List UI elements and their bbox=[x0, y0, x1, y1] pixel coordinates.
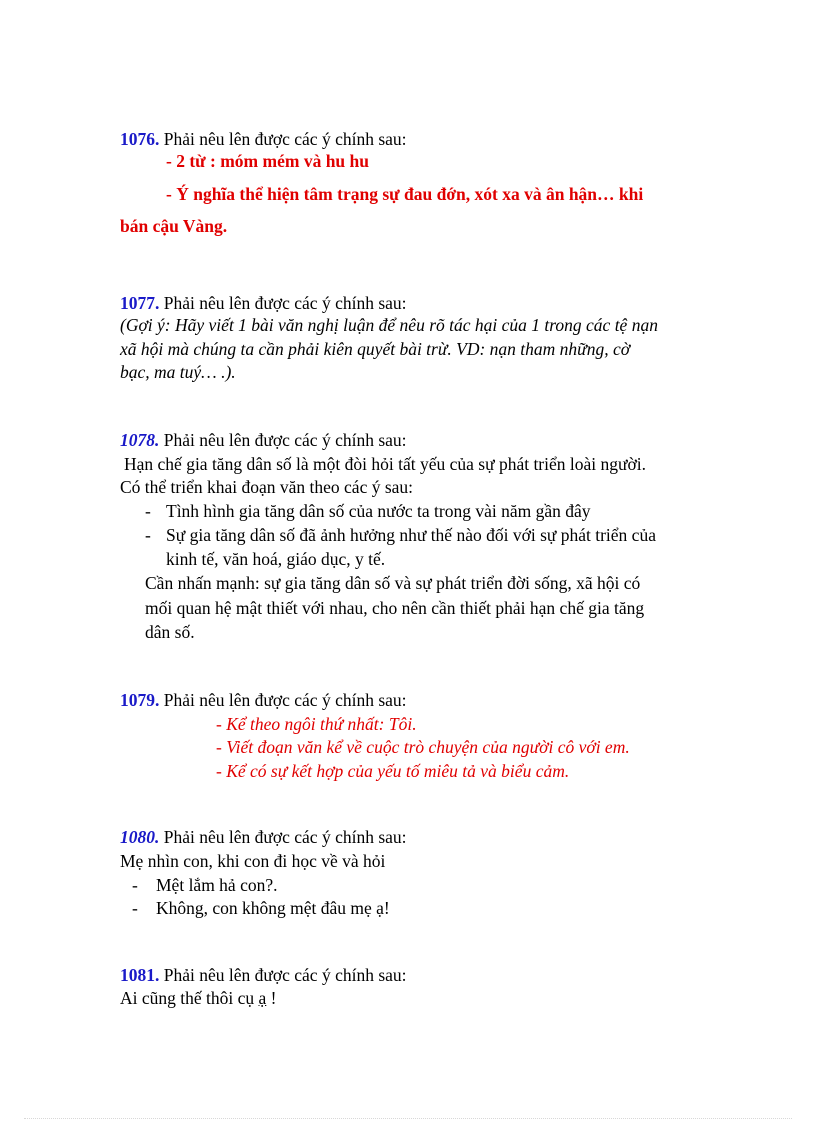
question-number: 1076. bbox=[120, 129, 160, 149]
question-intro: Phải nêu lên được các ý chính sau: bbox=[163, 129, 407, 149]
bullet-dash: - bbox=[132, 898, 138, 918]
answer-line: Có thể triển khai đoạn văn theo các ý sau: bbox=[120, 477, 414, 497]
question-1076-header bbox=[120, 128, 407, 150]
bullet-item-continued: kinh tế, văn hoá, giáo dục, y tế. bbox=[166, 549, 386, 569]
question-intro: Phải nêu lên được các ý chính sau: bbox=[163, 827, 407, 847]
answer-item: - Ý nghĩa thể hiện tâm trạng sự đau đớn, xót xa và ân hận… khi bbox=[166, 184, 644, 204]
hint-line: (Gợi ý: Hãy viết 1 bài văn nghị luận để nêu rõ tác hại của 1 trong các tệ nạn bbox=[120, 315, 658, 335]
question-number: 1080. bbox=[120, 827, 160, 847]
question-1078-header bbox=[120, 429, 407, 451]
answer-item: - Kể theo ngôi thứ nhất: Tôi. bbox=[216, 714, 417, 734]
bullet-item: Sự gia tăng dân số đã ảnh hưởng như thế nào đối với sự phát triển của bbox=[166, 525, 656, 545]
bullet-dash: - bbox=[132, 875, 138, 895]
question-intro: Phải nêu lên được các ý chính sau: bbox=[163, 293, 407, 313]
question-intro: Phải nêu lên được các ý chính sau: bbox=[163, 965, 407, 985]
answer-item: - Kể có sự kết hợp của yếu tố miêu tả và biểu cảm. bbox=[216, 761, 570, 781]
answer-item: - Viết đoạn văn kể về cuộc trò chuyện của người cô với em. bbox=[216, 737, 630, 757]
page-bottom-divider bbox=[24, 1118, 792, 1119]
bullet-dash: - bbox=[145, 501, 151, 521]
question-1077-header bbox=[120, 292, 407, 314]
answer-line bbox=[120, 987, 277, 1009]
answer-item: - 2 từ : móm mém và hu hu bbox=[166, 151, 369, 171]
dialogue-line: Mệt lắm hả con?. bbox=[156, 875, 278, 895]
question-number: 1078. bbox=[120, 430, 160, 450]
question-number: 1077. bbox=[120, 293, 160, 313]
answer-text-end: ! bbox=[266, 988, 277, 1008]
answer-line: Hạn chế gia tăng dân số là một đòi hỏi tất yếu của sự phát triển loài người. bbox=[124, 454, 646, 474]
question-number: 1081. bbox=[120, 965, 160, 985]
question-1079-header bbox=[120, 689, 407, 711]
bullet-dash: - bbox=[145, 525, 151, 545]
emphasis-line: Cần nhấn mạnh: sự gia tăng dân số và sự phát triển đời sống, xã hội có bbox=[145, 573, 641, 593]
answer-line: Mẹ nhìn con, khi con đi học về và hỏi bbox=[120, 851, 386, 871]
answer-item-continued: bán cậu Vàng. bbox=[120, 216, 228, 236]
dialogue-line: Không, con không mệt đâu mẹ ạ! bbox=[156, 898, 390, 918]
underlined-word: ạ bbox=[258, 988, 267, 1008]
hint-line: xã hội mà chúng ta cần phải kiên quyết bài trừ. VD: nạn tham những, cờ bbox=[120, 339, 631, 359]
question-1081-header bbox=[120, 964, 407, 986]
emphasis-line: mối quan hệ mật thiết với nhau, cho nên cần thiết phải hạn chế gia tăng bbox=[145, 598, 645, 618]
question-number: 1079. bbox=[120, 690, 160, 710]
question-1080-header bbox=[120, 826, 407, 848]
hint-line: bạc, ma tuý… .). bbox=[120, 362, 236, 382]
question-intro: Phải nêu lên được các ý chính sau: bbox=[163, 690, 407, 710]
answer-text: Ai cũng thế thôi cụ bbox=[120, 988, 259, 1008]
question-intro: Phải nêu lên được các ý chính sau: bbox=[163, 430, 407, 450]
emphasis-line: dân số. bbox=[145, 622, 195, 642]
bullet-item: Tình hình gia tăng dân số của nước ta trong vài năm gần đây bbox=[166, 501, 591, 521]
